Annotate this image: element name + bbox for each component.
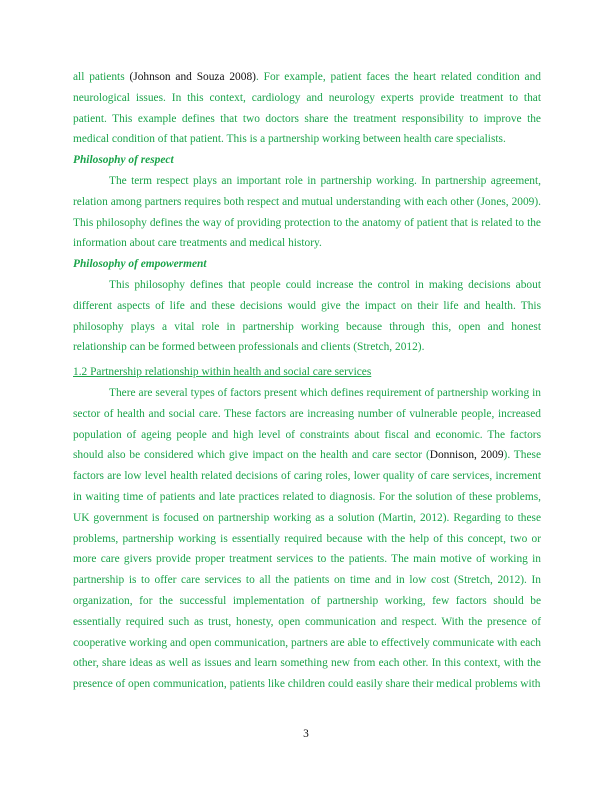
- section-heading-row: [73, 358, 541, 383]
- paragraph-respect: The term respect plays an important role in partnership working. In partnership agreement, relation among partners requires both respect and mutual understanding with each other (Jones, 2009). This philosophy defines the way of providing protection to the anatomy of patient that is related to the information about care treatments and medical history.: [73, 174, 541, 250]
- citation: Donnison, 2009: [429, 449, 504, 462]
- page-body: [73, 67, 541, 695]
- heading-philosophy-of-empowerment: Philosophy of empowerment: [73, 258, 207, 271]
- text-run: There are several types of factors present which defines requirement of partnership working in sector of health and social care. These factors are increasing number of vulnerable people, increased population of ageing people and high level of constraints about fiscal and economic. The factors should also be considered which give impact on the health and care sector (: [73, 386, 541, 462]
- paragraph-partnership-factors: [73, 383, 541, 695]
- heading-philosophy-of-respect: Philosophy of respect: [73, 154, 174, 167]
- section-heading-partnership-relationship: 1.2 Partnership relationship within health and social care services: [73, 366, 372, 379]
- citation: (Johnson and Souza 2008): [129, 71, 256, 83]
- text-run: all patients: [73, 71, 130, 83]
- text-run: . For example, patient faces the heart related condition and neurological issues. In this context, cardiology and neurology experts provide treatment to that patient. This example defines that two doctors share the treatment responsibility to improve the medical condition of that patient. This is a partnership working between health care specialists.: [73, 71, 541, 146]
- paragraph-empowerment: This philosophy defines that people could increase the control in making decisions about different aspects of life and these decisions would give the impact on their life and health. This philosophy plays a vital role in partnership working because through this, open and honest relationship can be formed between professionals and clients (Stretch, 2012).: [73, 278, 541, 354]
- paragraph-intro: [73, 67, 541, 150]
- page-number: 3: [303, 728, 309, 740]
- text-run: ). These factors are low level health related decisions of caring roles, lower quality of care services, increment in waiting time of patients and late practices related to diagnosis. For the solution of these problems, UK government is focused on partnership working as a solution (Martin, 2012). Regarding to these problems, partnership working is essentially required because with the help of this concept, two or more care givers provide proper treatment services to the patients. The main motive of working in partnership is to offer care services to all the patients on time and in low cost (Stretch, 2012). In organization, for the successful implementation of partnership working, few factors should be essentially required such as trust, honesty, open communication and respect. With the presence of cooperative working and open communication, partners are able to effectively communicate with each other, share ideas as well as issues and learn something new from each other. In this context, with the presence of open communication, patients like children could easily share their medical problems with: [73, 449, 542, 691]
